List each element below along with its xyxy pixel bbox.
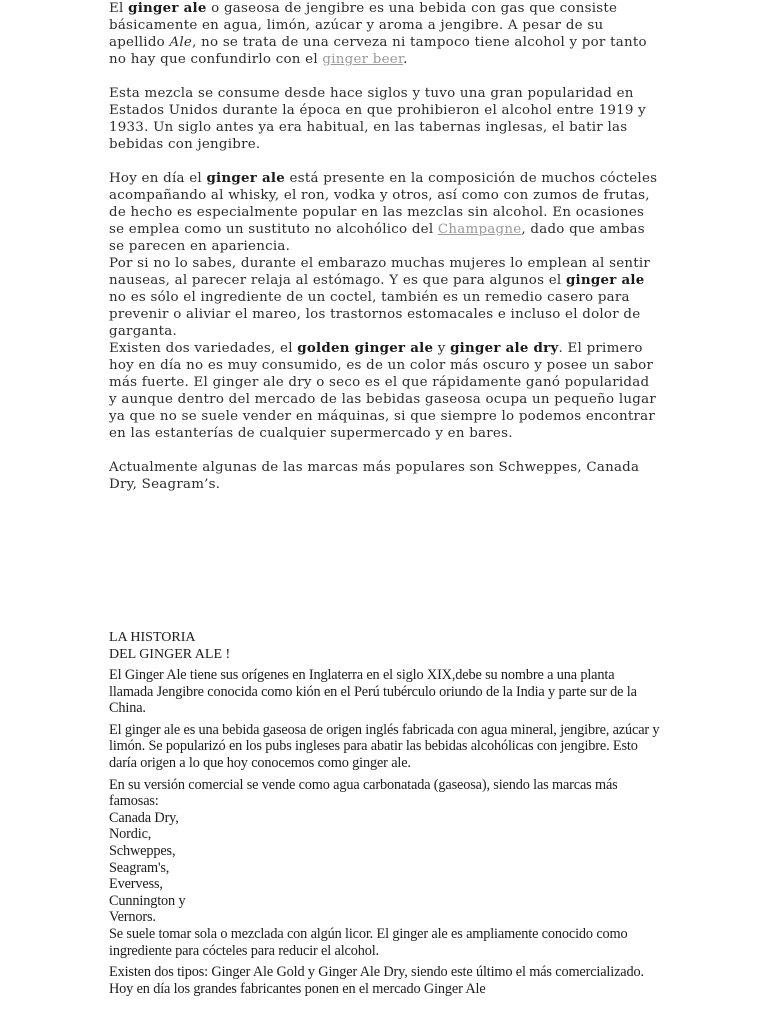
brand-list-item: Seagram's, <box>109 859 170 876</box>
text: Hoy en día el <box>109 171 207 186</box>
text: o gaseosa de jengibre es una bebida con gas que consiste básicamente en agua, limón, azúcar y aroma a jengibre. A pesar de su apellido <box>109 1 618 50</box>
bold-term: ginger ale <box>128 0 207 16</box>
paragraph-varieties <box>109 340 661 442</box>
history-title <box>109 629 661 663</box>
champagne-link[interactable]: Champagne <box>437 222 522 237</box>
brand-list-item: Canada Dry, <box>109 809 179 826</box>
history-paragraph-brands <box>109 777 661 960</box>
bold-term: ginger ale <box>565 272 645 288</box>
text: está presente en la composición de muchos cócteles acompañando al whisky, el ron, vodka y otros, así como con zumos de frutas, de hecho es especialmente popular en las mezclas sin alcohol. En ocasiones se emplea como un sustituto no alcohólico del <box>109 171 658 237</box>
title-line: DEL GINGER ALE ! <box>109 647 231 662</box>
brand-list-item: Schweppes, <box>109 842 176 859</box>
history-paragraph-types: Existen dos tipos: Ginger Ale Gold y Ginger Ale Dry, siendo este último el más comercializado. Hoy en día los grandes fabricantes ponen en el mercado Ginger Ale <box>109 964 644 997</box>
text: Se suele tomar sola o mezclada con algún licor. El ginger ale es ampliamente conocido como ingrediente para cócteles para reducir el alcohol. <box>109 925 628 959</box>
brand-list-item: Cunnington y <box>109 892 186 909</box>
brand-list-item: Nordic, <box>109 826 152 843</box>
text: . El primero hoy en día no es muy consumido, es de un color más oscuro y posee un sabor más fuerte. El ginger ale dry o seco es el que rápidamente ganó popularidad y aunque dentro del mercado de las bebidas gaseosa ocupa un pequeño lugar ya que no se suele vender en máquinas, si que siempre lo podemos encontrar en las estanterías de cualquier supermercado y en bares. <box>109 341 656 441</box>
text: , dado que ambas se parecen en apariencia. <box>109 222 645 254</box>
text: Por si no lo sabes, durante el embarazo muchas mujeres lo emplean al sentir nauseas, al parecer relaja al estómago. Y es que para algunos el <box>109 256 651 288</box>
article-section <box>109 0 661 493</box>
italic-term: Ale <box>169 35 193 50</box>
history-paragraph-definition: El ginger ale es una bebida gaseosa de origen inglés fabricada con agua mineral, jengibre, azúcar y limón. Se popularizó en los pubs ingleses para abatir las bebidas alcohólicas con jengibre. Esto daría origen a lo que hoy conocemos como ginger ale. <box>109 721 660 771</box>
text: El <box>109 1 129 16</box>
text: , no se trata de una cerveza ni tampoco tiene alcohol y por tanto no hay que confundirlo con el <box>109 35 647 67</box>
bold-term: golden ginger ale <box>297 340 434 356</box>
brand-list-item: Evervess, <box>109 876 163 893</box>
brand-list-item: Vernors. <box>109 909 156 926</box>
text: Existen dos variedades, el <box>109 341 298 356</box>
paragraph-intro <box>109 0 661 68</box>
history-section <box>109 629 661 1002</box>
ginger-beer-link[interactable]: ginger beer <box>322 52 404 67</box>
paragraph-history: Esta mezcla se consume desde hace siglos y tuvo una gran popularidad en Estados Unidos durante la época en que prohibieron el alcohol entre 1919 y 1933. Un siglo antes ya era habitual, en las tabernas inglesas, el batir las bebidas con jengibre. <box>109 86 646 152</box>
text: y <box>433 341 451 356</box>
document-page <box>109 0 661 997</box>
title-line: LA HISTORIA <box>109 630 196 645</box>
text: En su versión comercial se vende como agua carbonatada (gaseosa), siendo las marcas más famosas: <box>109 776 618 810</box>
text: . <box>403 52 408 67</box>
paragraph-cocktails <box>109 170 661 255</box>
bold-term: ginger ale dry <box>450 340 559 356</box>
paragraph-pregnancy <box>109 255 661 340</box>
text: no es sólo el ingrediente de un coctel, también es un remedio casero para prevenir o aliviar el mareo, los trastornos estomacales e incluso el dolor de garganta. <box>109 290 641 339</box>
history-paragraph-origin: El Ginger Ale tiene sus orígenes en Inglaterra en el siglo XIX,debe su nombre a una planta llamada Jengibre conocida como kión en el Perú tubérculo oriundo de la India y parte sur de la China. <box>109 667 637 717</box>
paragraph-brands: Actualmente algunas de las marcas más populares son Schweppes, Canada Dry, Seagram’s. <box>109 460 640 492</box>
bold-term: ginger ale <box>206 170 286 186</box>
